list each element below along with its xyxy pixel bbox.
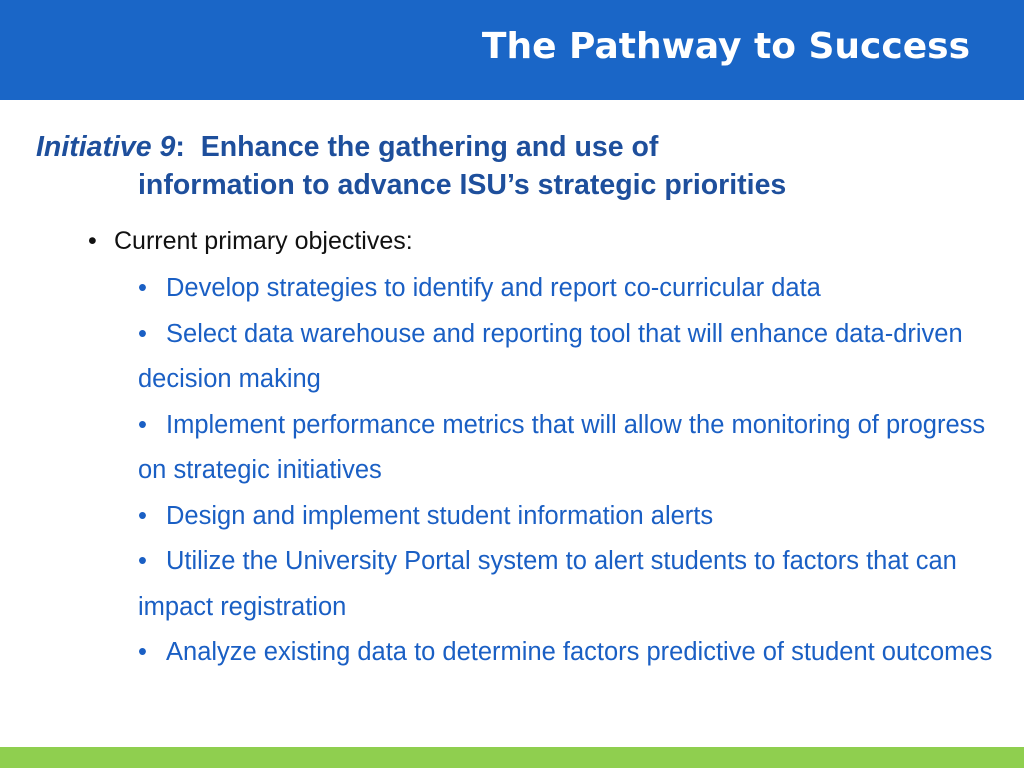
list-item <box>138 312 1008 403</box>
slide-title: The Pathway to Success <box>481 26 970 67</box>
bullet-icon: • <box>138 274 147 302</box>
bullet-icon: • <box>138 410 147 439</box>
list-item <box>138 494 1008 540</box>
header-band <box>0 0 1024 100</box>
objectives-heading <box>88 222 413 260</box>
initiative-heading <box>36 128 976 204</box>
list-item <box>138 630 1008 676</box>
bullet-icon: • <box>138 638 147 666</box>
bullet-icon: • <box>138 547 147 575</box>
objective-text: Design and implement student information alerts <box>166 501 714 530</box>
list-item <box>138 539 1008 630</box>
objective-text: Implement performance metrics that will allow the monitoring of progress on strategic initiatives <box>138 410 986 484</box>
bullet-icon: • <box>88 227 97 255</box>
initiative-colon: : <box>175 131 185 163</box>
objective-text: Select data warehouse and reporting tool that will enhance data-driven decision making <box>138 319 963 393</box>
list-item <box>138 266 1008 312</box>
footer-band <box>0 747 1024 768</box>
initiative-label: Initiative 9 <box>36 131 176 163</box>
objectives-list <box>138 266 1008 676</box>
objective-text: Develop strategies to identify and report co-curricular data <box>166 274 821 302</box>
list-item <box>138 403 1008 494</box>
bullet-icon: • <box>138 501 147 530</box>
objective-text: Analyze existing data to determine factors predictive of student outcomes <box>166 638 993 666</box>
initiative-line1: Enhance the gathering and use of <box>200 131 659 163</box>
objective-text: Utilize the University Portal system to alert students to factors that can impact registration <box>138 547 957 621</box>
bullet-icon: • <box>138 319 147 348</box>
objectives-heading-label: Current primary objectives: <box>114 227 413 255</box>
initiative-line2: information to advance ISU’s strategic priorities <box>138 169 787 201</box>
